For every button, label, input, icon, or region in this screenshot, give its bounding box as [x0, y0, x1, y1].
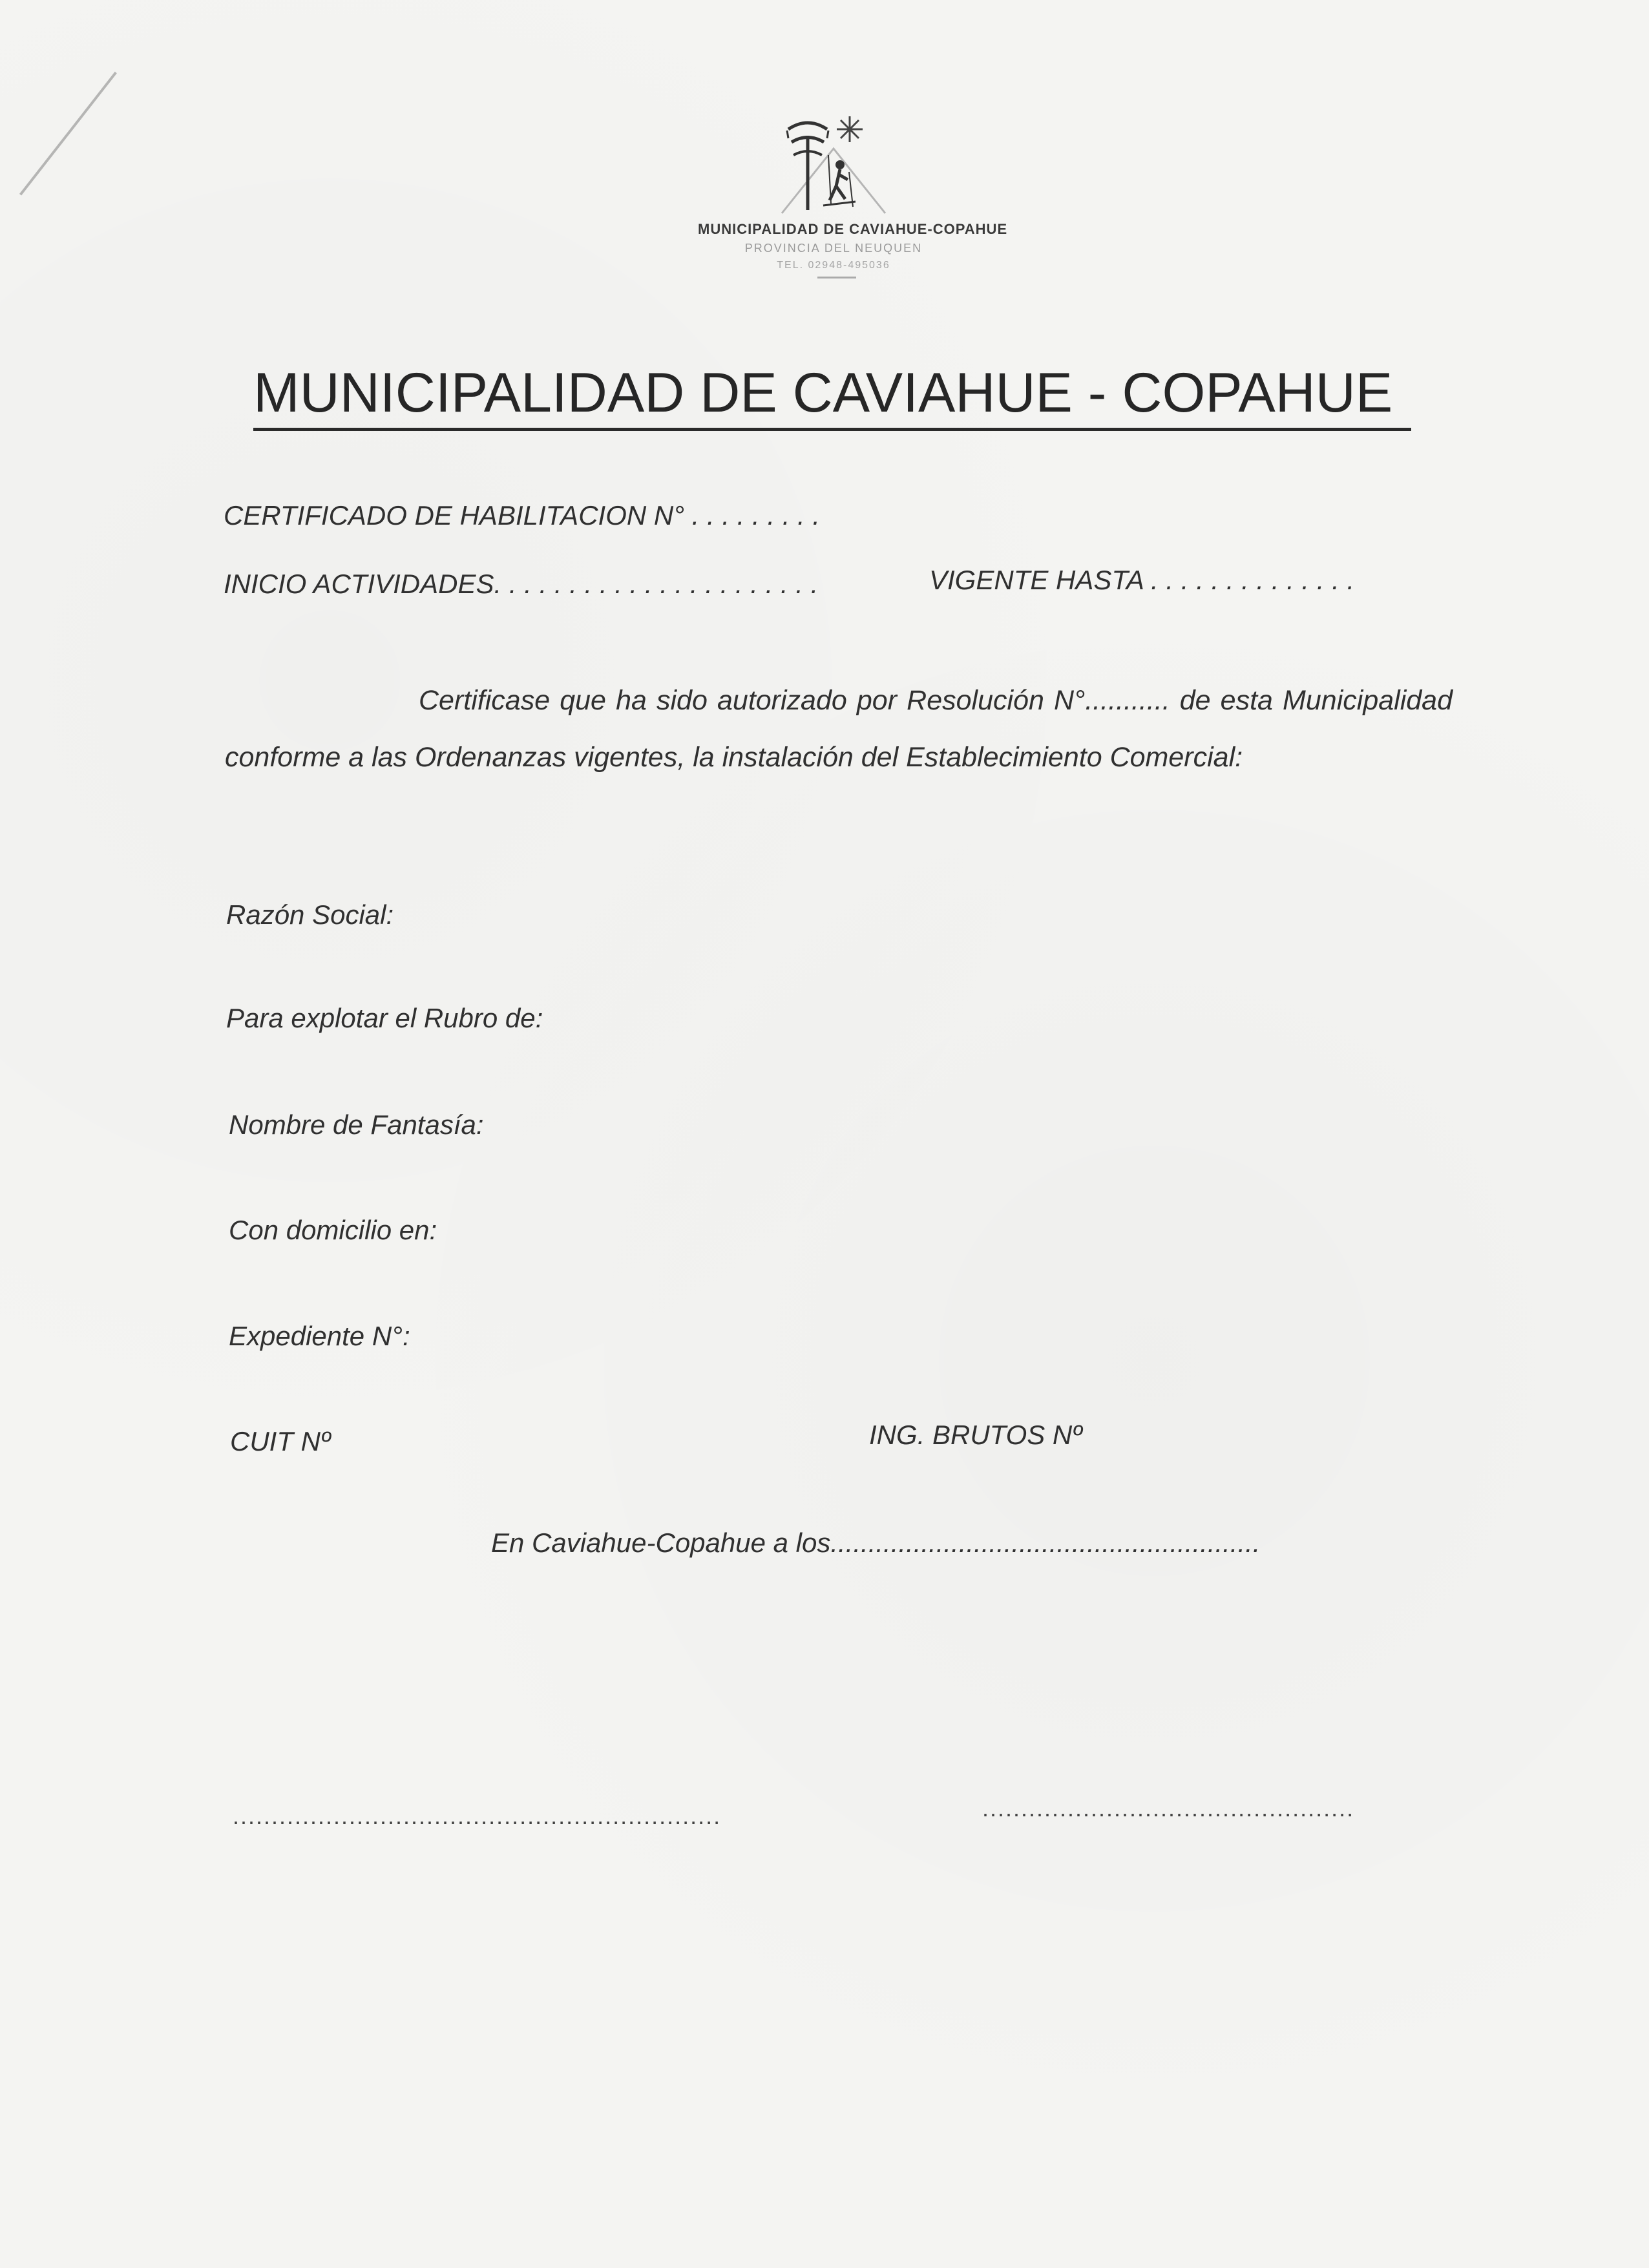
signature-line-left: ............................................................... [233, 1803, 722, 1829]
scan-artifact-line [19, 72, 117, 196]
expediente-label: Expediente N°: [229, 1321, 410, 1351]
vigente-hasta-field: VIGENTE HASTA . . . . . . . . . . . . . . [929, 565, 1355, 595]
nombre-fantasia-label: Nombre de Fantasía: [229, 1109, 484, 1140]
lugar-fecha-line: En Caviahue-Copahue a los......................................................... [491, 1528, 1261, 1558]
signature-line-right: ................................................ [982, 1795, 1355, 1822]
ing-brutos-label: ING. BRUTOS Nº [869, 1420, 1082, 1450]
authorization-paragraph: Certificase que ha sido autorizado por Resolución N°........... de esta Municipalidad conforme a las Ordenanzas vigentes, la instalación del Establecimiento Comercial: [225, 685, 1453, 773]
domicilio-label: Con domicilio en: [229, 1215, 437, 1245]
logo-text-province: PROVINCIA DEL NEUQUEN [744, 242, 923, 255]
municipal-logo [698, 110, 1008, 304]
inicio-actividades-field: INICIO ACTIVIDADES. . . . . . . . . . . . . . . . . . . . . . [224, 569, 819, 599]
araucaria-skier-emblem-icon [769, 110, 898, 220]
logo-text-municipality: MUNICIPALIDAD DE CAVIAHUE-COPAHUE [698, 221, 1008, 237]
razon-social-label: Razón Social: [226, 899, 394, 930]
cuit-label: CUIT Nº [230, 1426, 331, 1456]
document-title: MUNICIPALIDAD DE CAVIAHUE - COPAHUE [253, 362, 1393, 424]
title-underline [253, 428, 1411, 431]
rubro-label: Para explotar el Rubro de: [226, 1003, 543, 1033]
certificado-field: CERTIFICADO DE HABILITACION N° . . . . . . . . . [224, 500, 821, 530]
logo-text-phone: TEL. 02948-495036 [777, 260, 890, 271]
logo-underline [817, 277, 856, 278]
